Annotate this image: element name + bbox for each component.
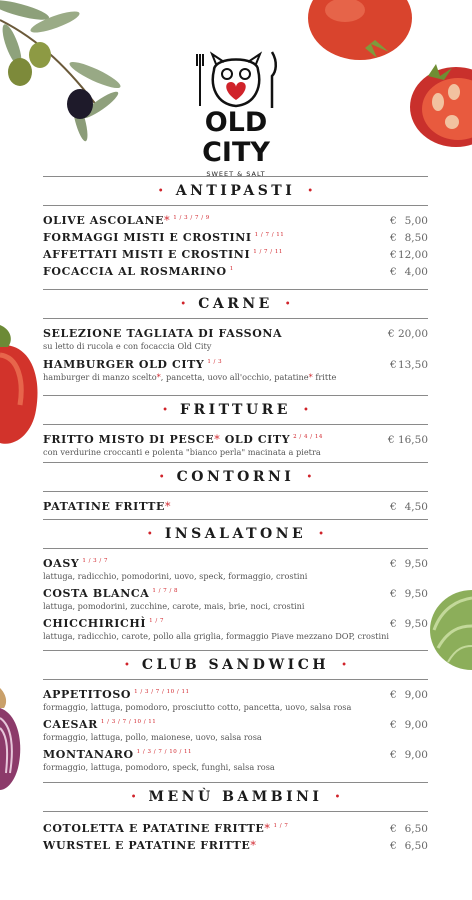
menu-item: FRITTO MISTO DI PESCE* OLD CITY $^{2 / 4 / 14}$ € 16,50 con verdurine croccanti e polenta "bianco perla" macinata a pietra bbox=[43, 433, 428, 457]
owl-logo-icon bbox=[194, 48, 278, 112]
menu-item: COTOLETTA E PATATINE FRITTE* $^{1 / 7}$ € 6,50 bbox=[43, 822, 428, 835]
item-name: FRITTO MISTO DI PESCE bbox=[43, 433, 215, 446]
item-name: CAESAR bbox=[43, 718, 98, 731]
item-name: AFFETTATI MISTI E CROSTINI bbox=[43, 248, 251, 261]
item-allergens: 1 / 7 / 8 bbox=[152, 588, 179, 594]
item-description: lattuga, radicchio, carote, pollo alla griglia, formaggio Piave mezzano DOP, crostini bbox=[43, 631, 389, 641]
menu-item: WURSTEL E PATATINE FRITTE* € 6,50 bbox=[43, 839, 428, 852]
item-allergens: 1 / 3 / 7 bbox=[82, 558, 109, 564]
menu-item: OLIVE ASCOLANE* $^{1 / 3 / 7 / 9}$ € 5,00 bbox=[43, 214, 428, 227]
item-name: WURSTEL E PATATINE FRITTE bbox=[43, 839, 251, 852]
brand-tagline: SWEET & SALT bbox=[206, 170, 266, 178]
section-header: • MENÙ BAMBINI • bbox=[43, 782, 428, 812]
section-menu-bambini bbox=[43, 782, 428, 852]
item-allergens: 1 / 3 / 7 / 10 / 11 bbox=[100, 719, 157, 725]
section-header: • CONTORNI • bbox=[43, 462, 428, 492]
section-header: • ANTIPASTI • bbox=[43, 176, 428, 206]
item-description: hamburger di manzo scelto*, pancetta, uovo all'occhio, patatine* fritte bbox=[43, 372, 337, 382]
menu-item bbox=[43, 748, 428, 772]
item-description: lattuga, radicchio, pomodorini, uovo, speck, formaggio, crostini bbox=[43, 571, 308, 581]
item-allergens: 1 / 7 / 11 bbox=[254, 232, 285, 238]
item-name: OASY bbox=[43, 557, 80, 570]
section-title: FRITTURE bbox=[180, 402, 291, 418]
item-name: HAMBURGER OLD CITY bbox=[43, 358, 205, 371]
item-name: PATATINE FRITTE bbox=[43, 500, 165, 513]
item-description: lattuga, pomodorini, zucchine, carote, mais, brie, noci, crostini bbox=[43, 601, 305, 611]
item-allergens: 1 / 7 / 11 bbox=[253, 249, 283, 255]
item-name: SELEZIONE TAGLIATA DI FASSONA bbox=[43, 327, 283, 340]
menu-item bbox=[43, 718, 428, 742]
onion-icon bbox=[0, 688, 24, 792]
item-name: CHICCHIRICHÌ bbox=[43, 617, 147, 630]
section-contorni bbox=[43, 462, 428, 513]
item-allergens: 1 / 3 bbox=[207, 359, 223, 365]
item-name: COSTA BLANCA bbox=[43, 587, 150, 600]
item-price: € 9,50 bbox=[390, 618, 428, 630]
item-description: con verdurine croccanti e polenta "bianco perla" macinata a pietra bbox=[43, 447, 321, 457]
item-name: FOCACCIA AL ROSMARINO bbox=[43, 265, 227, 278]
item-price: € 20,00 bbox=[387, 328, 428, 340]
item-price: € 9,50 bbox=[390, 588, 428, 600]
item-allergens: 2 / 4 / 14 bbox=[293, 434, 323, 440]
item-price: € 9,00 bbox=[390, 689, 428, 701]
item-description: su letto di rucola e con focaccia Old City bbox=[43, 341, 212, 351]
section-header: • CLUB SANDWICH • bbox=[43, 650, 428, 680]
menu-item bbox=[43, 358, 428, 382]
menu-item: PATATINE FRITTE* € 4,50 bbox=[43, 500, 428, 513]
item-price: € 9,00 bbox=[390, 719, 428, 731]
menu-item bbox=[43, 587, 428, 611]
section-title: CLUB SANDWICH bbox=[141, 657, 330, 673]
item-price: € 8,50 bbox=[390, 232, 428, 244]
menu-item bbox=[43, 557, 428, 581]
section-title: INSALATONE bbox=[164, 526, 307, 542]
red-pepper-icon bbox=[0, 325, 42, 450]
section-title: CONTORNI bbox=[176, 469, 295, 485]
menu-item bbox=[43, 265, 428, 278]
menu-item bbox=[43, 617, 428, 641]
item-name: FORMAGGI MISTI E CROSTINI bbox=[43, 231, 252, 244]
tomato-icon bbox=[305, 0, 415, 70]
cabbage-icon bbox=[428, 588, 472, 672]
item-price: € 6,50 bbox=[390, 840, 428, 852]
tomato-half-icon bbox=[408, 62, 472, 148]
section-club-sandwich bbox=[43, 650, 428, 772]
item-price: € 4,00 bbox=[390, 266, 428, 278]
section-title: CARNE bbox=[198, 296, 273, 312]
olive-branch-icon bbox=[0, 0, 140, 150]
item-allergens: 1 bbox=[229, 266, 234, 272]
brand-name: OLD CITY bbox=[202, 107, 270, 168]
item-price: € 6,50 bbox=[390, 823, 428, 835]
section-insalatone bbox=[43, 519, 428, 641]
item-price: € 5,00 bbox=[390, 215, 428, 227]
item-price: € 13,50 bbox=[390, 359, 428, 371]
item-allergens: 1 / 3 / 7 / 10 / 11 bbox=[134, 689, 190, 695]
item-name: COTOLETTA E PATATINE FRITTE bbox=[43, 822, 265, 835]
brand-logo bbox=[176, 48, 296, 178]
item-price: € 16,50 bbox=[387, 434, 428, 446]
item-allergens: 1 / 3 / 7 / 9 bbox=[173, 215, 210, 221]
item-name: APPETITOSO bbox=[43, 688, 132, 701]
menu-item bbox=[43, 327, 428, 351]
section-fritture bbox=[43, 395, 428, 457]
section-title: ANTIPASTI bbox=[175, 183, 296, 199]
item-price: € 12,00 bbox=[390, 249, 428, 261]
section-carne bbox=[43, 289, 428, 382]
item-allergens: 1 / 7 bbox=[149, 618, 164, 624]
item-name: MONTANARO bbox=[43, 748, 134, 761]
section-header: • FRITTURE • bbox=[43, 395, 428, 425]
menu-item bbox=[43, 688, 428, 712]
menu-item bbox=[43, 248, 428, 261]
section-header: • INSALATONE • bbox=[43, 519, 428, 549]
section-antipasti bbox=[43, 176, 428, 278]
item-price: € 4,50 bbox=[390, 501, 428, 513]
section-title: MENÙ BAMBINI bbox=[148, 789, 323, 805]
item-price: € 9,50 bbox=[390, 558, 428, 570]
item-description: formaggio, lattuga, pollo, maionese, uovo, salsa rosa bbox=[43, 732, 262, 742]
item-allergens: 1 / 3 / 7 / 10 / 11 bbox=[136, 749, 193, 755]
menu-item bbox=[43, 231, 428, 244]
item-description: formaggio, lattuga, pomodoro, prosciutto cotto, pancetta, uovo, salsa rosa bbox=[43, 702, 352, 712]
section-header: • CARNE • bbox=[43, 289, 428, 319]
item-description: formaggio, lattuga, pomodoro, speck, funghi, salsa rosa bbox=[43, 762, 275, 772]
item-price: € 9,00 bbox=[390, 749, 428, 761]
item-allergens: 1 / 7 bbox=[273, 823, 289, 829]
item-name: OLIVE ASCOLANE bbox=[43, 214, 165, 227]
